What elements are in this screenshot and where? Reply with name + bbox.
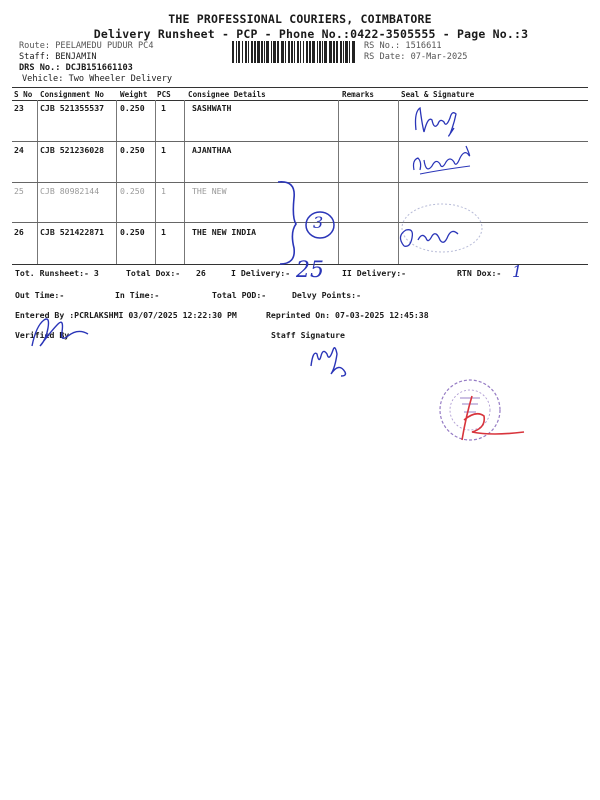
cell-weight: 0.250 xyxy=(120,186,145,196)
cell-consignment: CJB 521422871 xyxy=(40,227,105,237)
total-dox-value: 26 xyxy=(196,268,206,278)
verified-by-label: Verified By xyxy=(15,330,70,340)
stamp-row-26 xyxy=(392,196,492,266)
col-header-sno: S No xyxy=(14,90,33,99)
runsheet-subtitle: Delivery Runsheet - PCP - Phone No.:0422-3505555 - Page No.:3 xyxy=(93,27,529,41)
cell-consignment: CJB 521355537 xyxy=(40,103,105,113)
i-delivery-handwritten: 25 xyxy=(296,258,324,283)
staff-signature-label: Staff Signature xyxy=(271,330,345,340)
cell-weight: 0.250 xyxy=(120,145,145,155)
cell-pcs: 1 xyxy=(161,145,166,155)
cell-consignee: THE NEW INDIA xyxy=(192,227,257,237)
cell-pcs: 1 xyxy=(161,227,166,237)
bracket-annotation xyxy=(274,178,344,268)
cell-consignment: CJB 80982144 xyxy=(40,186,100,196)
company-title: THE PROFESSIONAL COURIERS, COIMBATORE xyxy=(168,12,432,26)
staff-text: Staff: BENJAMIN xyxy=(19,52,97,62)
vehicle-text: Vehicle: Two Wheeler Delivery xyxy=(22,74,173,84)
total-pod-label: Total POD:- xyxy=(212,290,267,300)
cell-sno: 24 xyxy=(14,145,24,155)
circled-number: 3 xyxy=(313,213,324,232)
rs-number: RS No.: 1516611 xyxy=(364,41,442,51)
row-divider xyxy=(12,141,588,142)
route-text: Route: PEELAMEDU PUDUR PC4 xyxy=(19,41,154,51)
rtn-dox-handwritten: 1 xyxy=(512,262,523,281)
ii-delivery-label: II Delivery:- xyxy=(342,268,407,278)
signature-row-24 xyxy=(410,140,480,180)
barcode xyxy=(232,41,357,63)
staff-signature xyxy=(305,340,355,380)
col-header-seal: Seal & Signature xyxy=(401,90,475,99)
table-top-rule xyxy=(12,87,588,88)
reprinted-on: Reprinted On: 07-03-2025 12:45:38 xyxy=(266,310,429,320)
cell-sno: 26 xyxy=(14,227,24,237)
rs-date: RS Date: 07-Mar-2025 xyxy=(364,52,468,62)
verified-by-signature xyxy=(28,312,98,352)
cell-pcs: 1 xyxy=(161,103,166,113)
cell-sno: 23 xyxy=(14,103,24,113)
cell-sno: 25 xyxy=(14,186,24,196)
cell-pcs: 1 xyxy=(161,186,166,196)
col-header-remarks: Remarks xyxy=(342,90,375,99)
cell-consignee: SASHWATH xyxy=(192,103,232,113)
rtn-dox-label: RTN Dox:- xyxy=(457,268,502,278)
cell-consignee: THE NEW xyxy=(192,186,227,196)
in-time-label: In Time:- xyxy=(115,290,160,300)
drs-number: DRS No.: DCJB151661103 xyxy=(19,63,133,73)
entered-by: Entered By :PCRLAKSHMI 03/07/2025 12:22:30 PM xyxy=(15,310,237,320)
col-header-pcs: PCS xyxy=(157,90,171,99)
cell-weight: 0.250 xyxy=(120,103,145,113)
total-dox-label: Total Dox:- xyxy=(126,268,181,278)
cell-weight: 0.250 xyxy=(120,227,145,237)
col-header-consignee: Consignee Details xyxy=(188,90,266,99)
out-time-label: Out Time:- xyxy=(15,290,65,300)
courier-stamp xyxy=(436,376,536,456)
delvy-points-label: Delvy Points:- xyxy=(292,290,362,300)
col-header-weight: Weight xyxy=(120,90,148,99)
table-header-rule xyxy=(12,100,588,101)
signature-row-23 xyxy=(410,104,470,136)
col-header-consignment: Consignment No xyxy=(40,90,105,99)
tot-runsheet: Tot. Runsheet:- 3 xyxy=(15,268,99,278)
i-delivery-label: I Delivery:- xyxy=(231,268,291,278)
cell-consignee: AJANTHAA xyxy=(192,145,232,155)
cell-consignment: CJB 521236028 xyxy=(40,145,105,155)
